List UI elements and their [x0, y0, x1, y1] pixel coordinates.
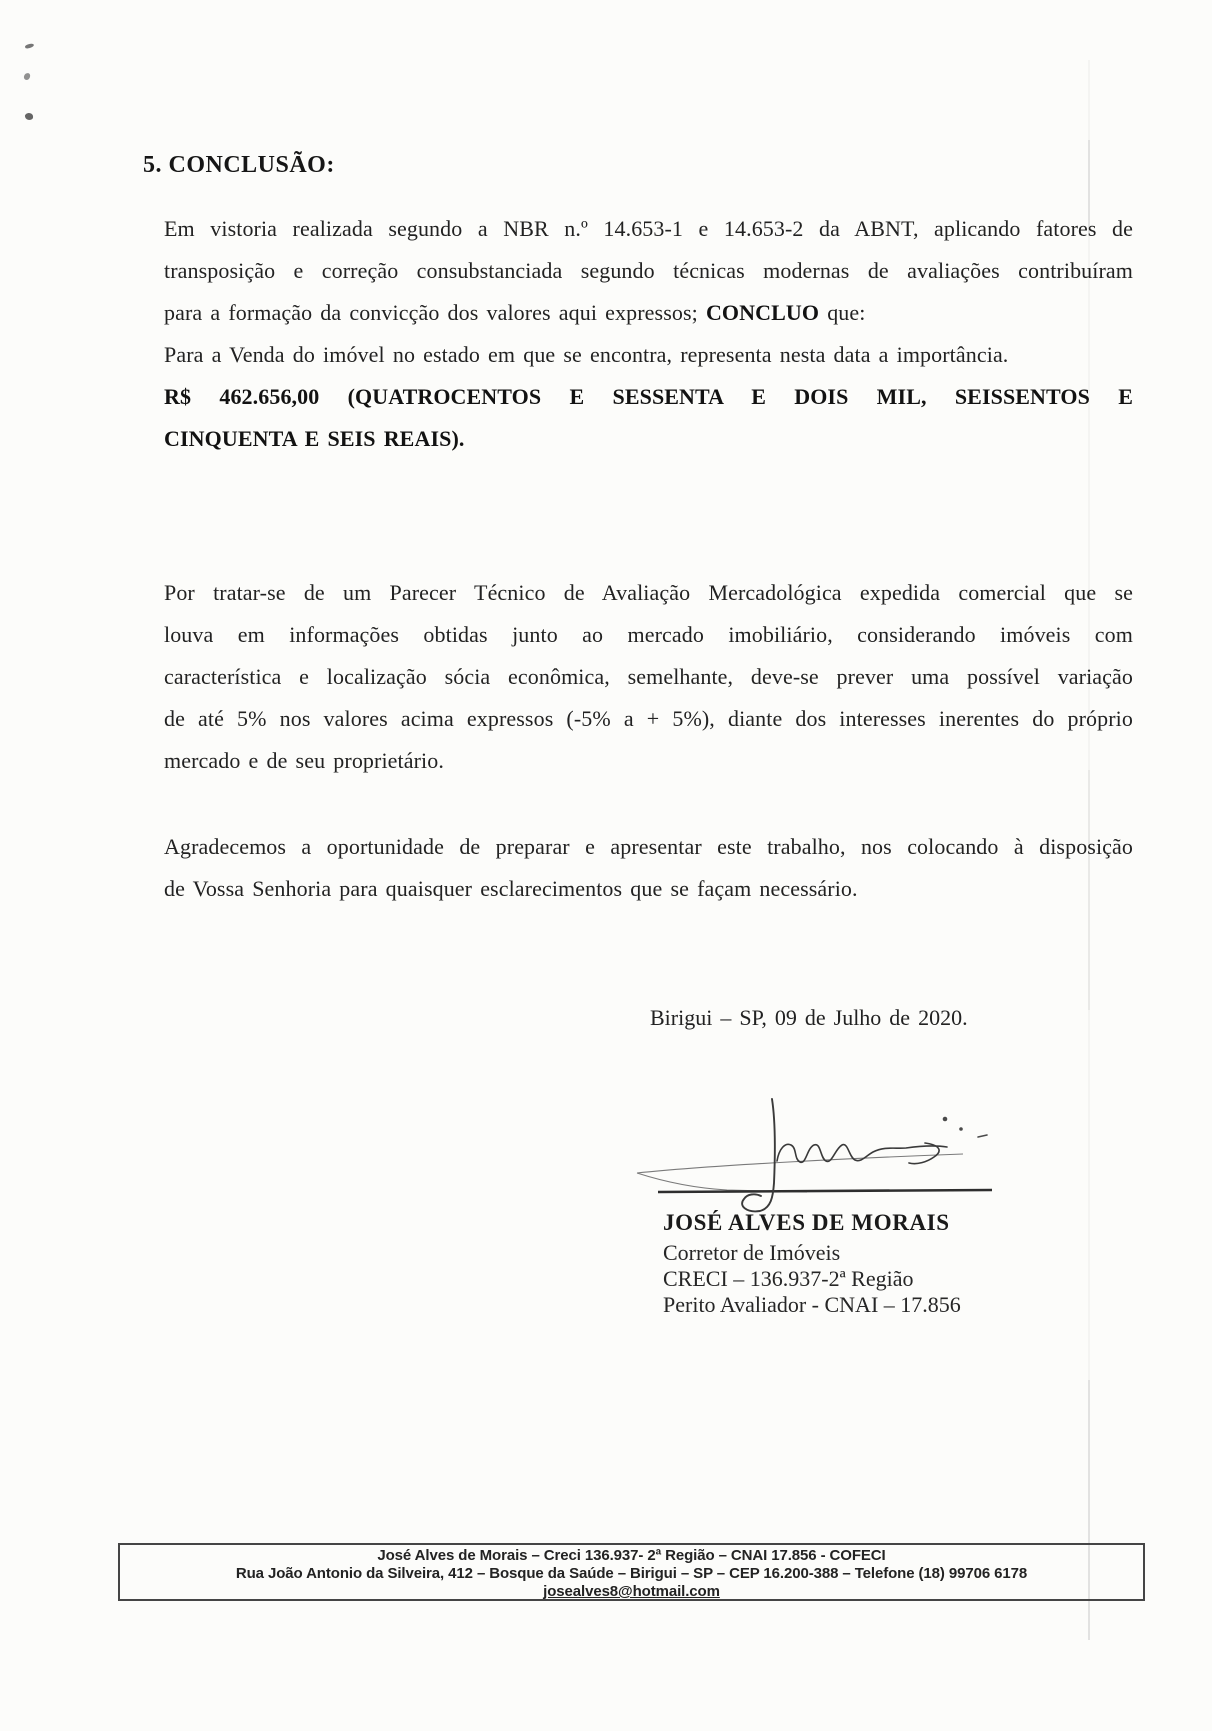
- footer-address: Rua João Antonio da Silveira, 412 – Bosque da Saúde – Birigui – SP – CEP 16.200-388 – Telefone (18) 99706 6178: [235, 1565, 1028, 1582]
- signature-block: [663, 1206, 961, 1318]
- document-body: [143, 150, 1133, 1039]
- text-line: mercado e de seu proprietário.: [164, 748, 444, 773]
- text-segment: para a formação da convicção dos valores aqui expressos;: [164, 300, 706, 325]
- scan-smudge: [25, 43, 35, 50]
- signatory-creci: CRECI – 136.937-2ª Região: [663, 1266, 914, 1291]
- text-line: Por tratar-se de um Parecer Técnico de Avaliação Mercadológica expedida comercial que se: [164, 580, 1133, 605]
- email-link[interactable]: josealves8@hotmail.com: [543, 1583, 720, 1600]
- section-heading: 5. CONCLUSÃO:: [143, 152, 335, 178]
- footer-credentials: José Alves de Morais – Creci 136.937- 2ª Região – CNAI 17.856 - COFECI: [377, 1547, 886, 1564]
- paragraph-disclaimer: [164, 572, 1133, 782]
- text-line: de Vossa Senhoria para quaisquer esclarecimentos que se façam necessário.: [164, 876, 858, 901]
- signature-image: [595, 1085, 1015, 1220]
- scan-smudge: [23, 73, 30, 81]
- signatory-title: Corretor de Imóveis: [663, 1240, 841, 1265]
- text-line: [164, 292, 1133, 334]
- text-line: Para a Venda do imóvel no estado em que se encontra, representa nesta data a importância.: [164, 342, 1009, 367]
- footer-box: [118, 1543, 1145, 1601]
- paragraph-conclusion: [164, 208, 1133, 460]
- paragraph-thanks: [164, 826, 1133, 910]
- text-line: transposição e correção consubstanciada segundo técnicas modernas de avaliações contribuíram: [164, 258, 1133, 283]
- bold-word: CONCLUO: [705, 300, 820, 325]
- text-line: Agradecemos a oportunidade de preparar e apresentar este trabalho, nos colocando à disposição: [164, 834, 1133, 859]
- text-line: Em vistoria realizada segundo a NBR n.º 14.653-1 e 14.653-2 da ABNT, aplicando fatores de: [164, 216, 1133, 241]
- signatory-name: JOSÉ ALVES DE MORAIS: [663, 1210, 950, 1235]
- signatory-cnai: Perito Avaliador - CNAI – 17.856: [663, 1292, 961, 1317]
- text-line: de até 5% nos valores acima expressos (-5% a + 5%), diante dos interesses inerentes do próprio: [164, 706, 1133, 731]
- text-segment: que:: [819, 300, 866, 325]
- date-line: Birigui – SP, 09 de Julho de 2020.: [650, 1005, 968, 1030]
- appraisal-value-line: R$ 462.656,00 (QUATROCENTOS E SESSENTA E DOIS MIL, SEISSENTOS E: [164, 384, 1133, 409]
- scan-smudge: [25, 113, 34, 121]
- text-line: característica e localização sócia econômica, semelhante, deve-se prever uma possível variação: [164, 664, 1133, 689]
- scan-streak: [1088, 1380, 1090, 1640]
- appraisal-value-line: CINQUENTA E SEIS REAIS).: [164, 426, 465, 451]
- text-line: louva em informações obtidas junto ao mercado imobiliário, considerando imóveis com: [164, 622, 1133, 647]
